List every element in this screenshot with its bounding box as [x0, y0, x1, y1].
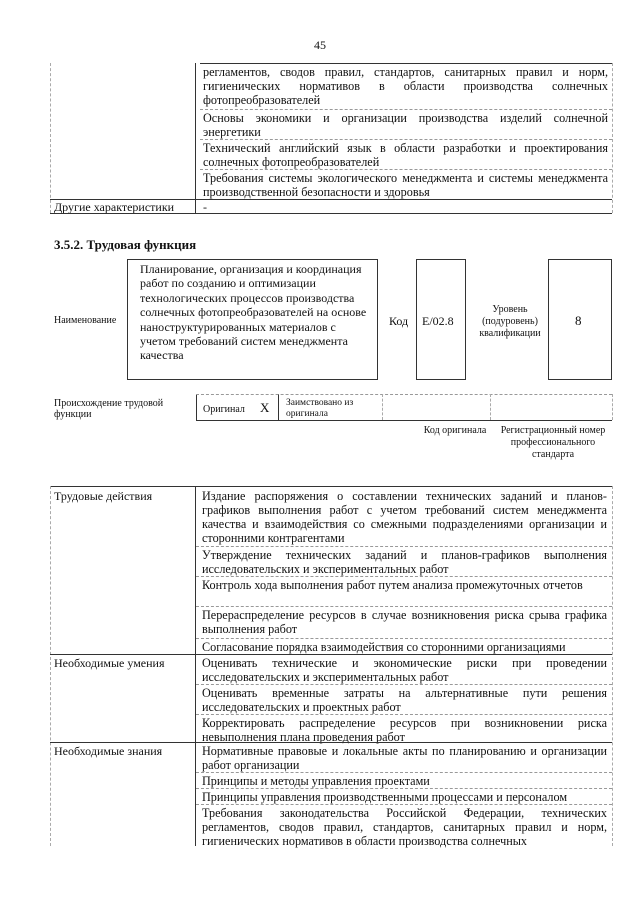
table-top-border — [50, 486, 612, 487]
knowledge-item: Нормативные правовые и локальные акты по планированию и организации работ организации — [202, 744, 607, 772]
origin-divider — [490, 394, 491, 420]
level-label: Уровень (подуровень) квалификации — [479, 304, 541, 339]
origin-divider — [382, 394, 383, 420]
labor-action-item: Издание распоряжения о составлении технических заданий и планов-графиков выполнения работ с учетом требований систем менеджмента качества и взаимодействия со смежными подразделениями организации и сторонними контрагентами — [202, 489, 607, 545]
row-divider — [50, 742, 612, 743]
level-value: 8 — [575, 313, 582, 328]
skills-label: Необходимые умения — [54, 656, 165, 670]
labor-action-item: Согласование порядка взаимодействия со сторонними организациями — [202, 640, 566, 654]
name-label: Наименование — [54, 315, 117, 326]
other-characteristics-value: - — [203, 200, 207, 214]
origin-divider — [196, 394, 197, 420]
row-divider — [200, 109, 612, 110]
left-border — [50, 486, 51, 846]
code-label: Код — [389, 314, 409, 328]
knowledge-item: Принципы и методы управления проектами — [202, 774, 430, 788]
knowledge-label: Необходимые знания — [54, 744, 163, 758]
row-divider — [196, 606, 612, 607]
code-value: E/02.8 — [422, 314, 454, 328]
borrowed-label: Заимствовано из оригинала — [286, 398, 354, 419]
row-divider — [196, 714, 612, 715]
skill-item: Оценивать временные затраты на альтернативные пути решения исследовательских и проектных работ — [202, 686, 607, 714]
registration-number-caption: Регистрационный номер профессионального стандарта — [500, 425, 606, 460]
table-top-border — [200, 63, 612, 64]
row-divider — [50, 654, 612, 655]
table-cell-text: Основы экономики и организации производства изделий солнечной энергетики — [203, 111, 608, 139]
row-divider — [196, 638, 612, 639]
row-divider — [196, 772, 612, 773]
column-divider — [195, 63, 196, 213]
origin-label: Происхождение трудовой функции — [54, 398, 164, 420]
code-original-caption: Код оригинала — [423, 425, 487, 436]
labor-action-item: Контроль хода выполнения работ путем анализа промежуточных отчетов — [202, 578, 583, 592]
row-divider — [196, 788, 612, 789]
section-title: 3.5.2. Трудовая функция — [54, 237, 197, 252]
row-divider — [200, 139, 612, 140]
row-divider — [196, 576, 612, 577]
original-mark: X — [260, 400, 270, 415]
origin-divider — [612, 394, 613, 420]
page-number: 45 — [314, 38, 326, 52]
skill-item: Корректировать распределение ресурсов при возникновении риска невыполнения плана проведения работ — [202, 716, 607, 744]
labor-action-item: Утверждение технических заданий и планов-графиков выполнения исследовательских и экспериментальных работ — [202, 548, 607, 576]
row-divider — [200, 169, 612, 170]
origin-bottom-border — [196, 420, 612, 421]
row-divider — [196, 804, 612, 805]
column-divider — [195, 486, 196, 846]
table-cell-text: Требования системы экологического менеджмента и системы менеджмента производственной безопасности и здоровья — [203, 171, 608, 199]
left-border — [50, 63, 51, 213]
skill-item: Оценивать технические и экономические риски при проведении исследовательских и экспериментальных работ — [202, 656, 607, 684]
table-bottom-border — [50, 213, 612, 214]
origin-top-border — [196, 394, 612, 395]
row-divider — [196, 684, 612, 685]
knowledge-item: Принципы управления производственными процессами и персоналом — [202, 790, 568, 804]
table-cell-text: Технический английский язык в области разработки и проектирования солнечных фотопреобразователей — [203, 141, 608, 169]
right-border — [612, 486, 613, 846]
row-divider — [196, 546, 612, 547]
labor-action-item: Перераспределение ресурсов в случае возникновения риска срыва графика выполнения работ — [202, 608, 607, 636]
origin-divider — [278, 394, 279, 420]
other-characteristics-label: Другие характеристики — [54, 200, 175, 214]
right-border — [612, 63, 613, 213]
original-label: Оригинал — [203, 404, 245, 415]
table-cell-text: регламентов, сводов правил, стандартов, санитарных правил и норм, гигиенических нормативов в области производства солнечных фотопреобразователей — [203, 65, 608, 107]
function-name-value: Планирование, организация и координация работ по созданию и оптимизации технологических процессов производства солнечных фотопреобразователей на основе наноструктурированных материалов с учетом требований систем менеджмента качества — [140, 262, 367, 363]
labor-actions-label: Трудовые действия — [54, 489, 153, 503]
knowledge-item: Требования законодательства Российской Федерации, технических регламентов, сводов правил, стандартов, санитарных правил и норм, гигиенических нормативов в области производства солнечных — [202, 806, 607, 848]
